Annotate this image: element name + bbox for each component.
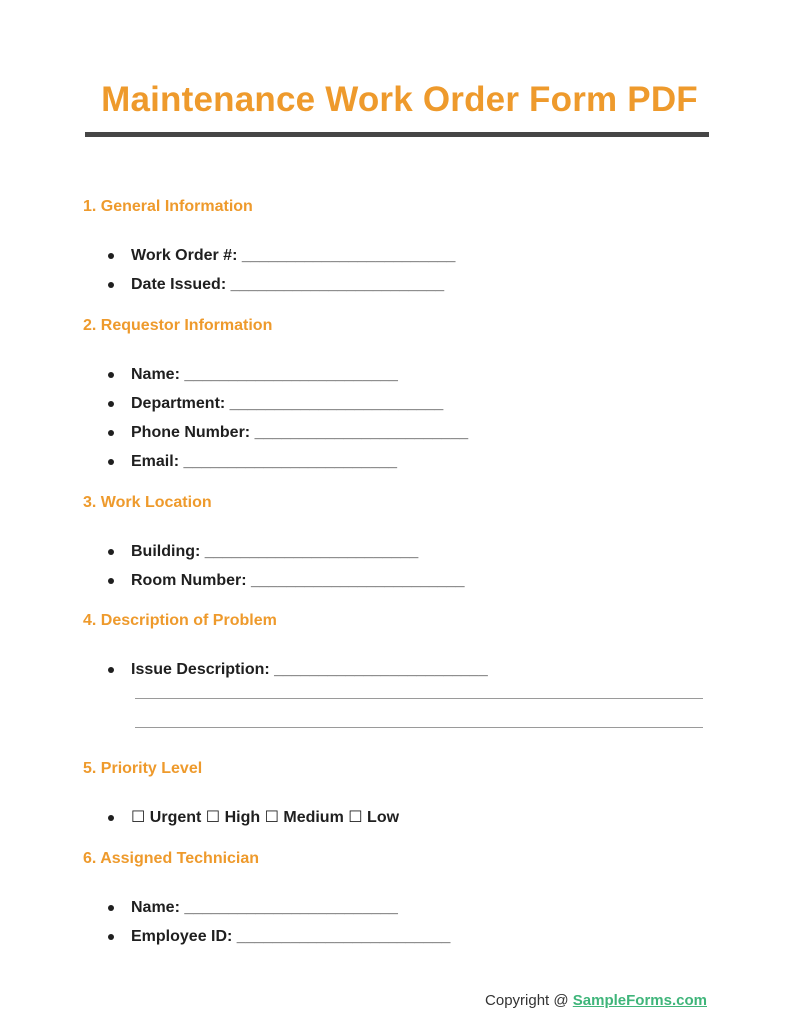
section-assigned-technician <box>83 849 723 951</box>
copyright-text: Copyright @ <box>485 992 573 1009</box>
field-employee-id[interactable]: Employee ID: ________________________ <box>83 922 723 951</box>
section-heading: 6. Assigned Technician <box>83 850 260 867</box>
section-heading: 4. Description of Problem <box>83 612 277 629</box>
section-requestor-information <box>83 316 723 476</box>
field-building[interactable]: Building: ________________________ <box>83 537 723 566</box>
footer <box>485 992 707 1009</box>
section-work-location <box>83 493 723 595</box>
title-divider <box>85 132 709 137</box>
field-list <box>83 893 723 951</box>
field-list <box>83 537 723 595</box>
description-line-1[interactable] <box>135 698 703 699</box>
priority-options[interactable]: ☐ Urgent ☐ High ☐ Medium ☐ Low <box>83 803 723 832</box>
section-description-of-problem <box>83 611 723 684</box>
description-line-2[interactable] <box>135 727 703 728</box>
field-date-issued[interactable]: Date Issued: ________________________ <box>83 270 723 299</box>
brand-link[interactable]: SampleForms.com <box>572 992 707 1009</box>
field-phone-number[interactable]: Phone Number: ________________________ <box>83 418 723 447</box>
field-issue-description[interactable]: Issue Description: ________________________ <box>83 655 723 684</box>
section-priority-level <box>83 759 723 832</box>
field-room-number[interactable]: Room Number: ________________________ <box>83 566 723 595</box>
field-email[interactable]: Email: ________________________ <box>83 447 723 476</box>
field-technician-name[interactable]: Name: ________________________ <box>83 893 723 922</box>
page-title: Maintenance Work Order Form PDF <box>101 80 698 119</box>
section-heading: 3. Work Location <box>83 494 212 511</box>
field-list <box>83 803 723 832</box>
field-requestor-name[interactable]: Name: ________________________ <box>83 360 723 389</box>
section-general-information <box>83 197 723 299</box>
field-work-order-number[interactable]: Work Order #: ________________________ <box>83 241 723 270</box>
section-heading: 1. General Information <box>83 198 253 215</box>
field-list <box>83 241 723 299</box>
field-department[interactable]: Department: ________________________ <box>83 389 723 418</box>
field-list <box>83 360 723 476</box>
section-heading: 5. Priority Level <box>83 760 203 777</box>
section-heading: 2. Requestor Information <box>83 317 273 334</box>
field-list <box>83 655 723 684</box>
